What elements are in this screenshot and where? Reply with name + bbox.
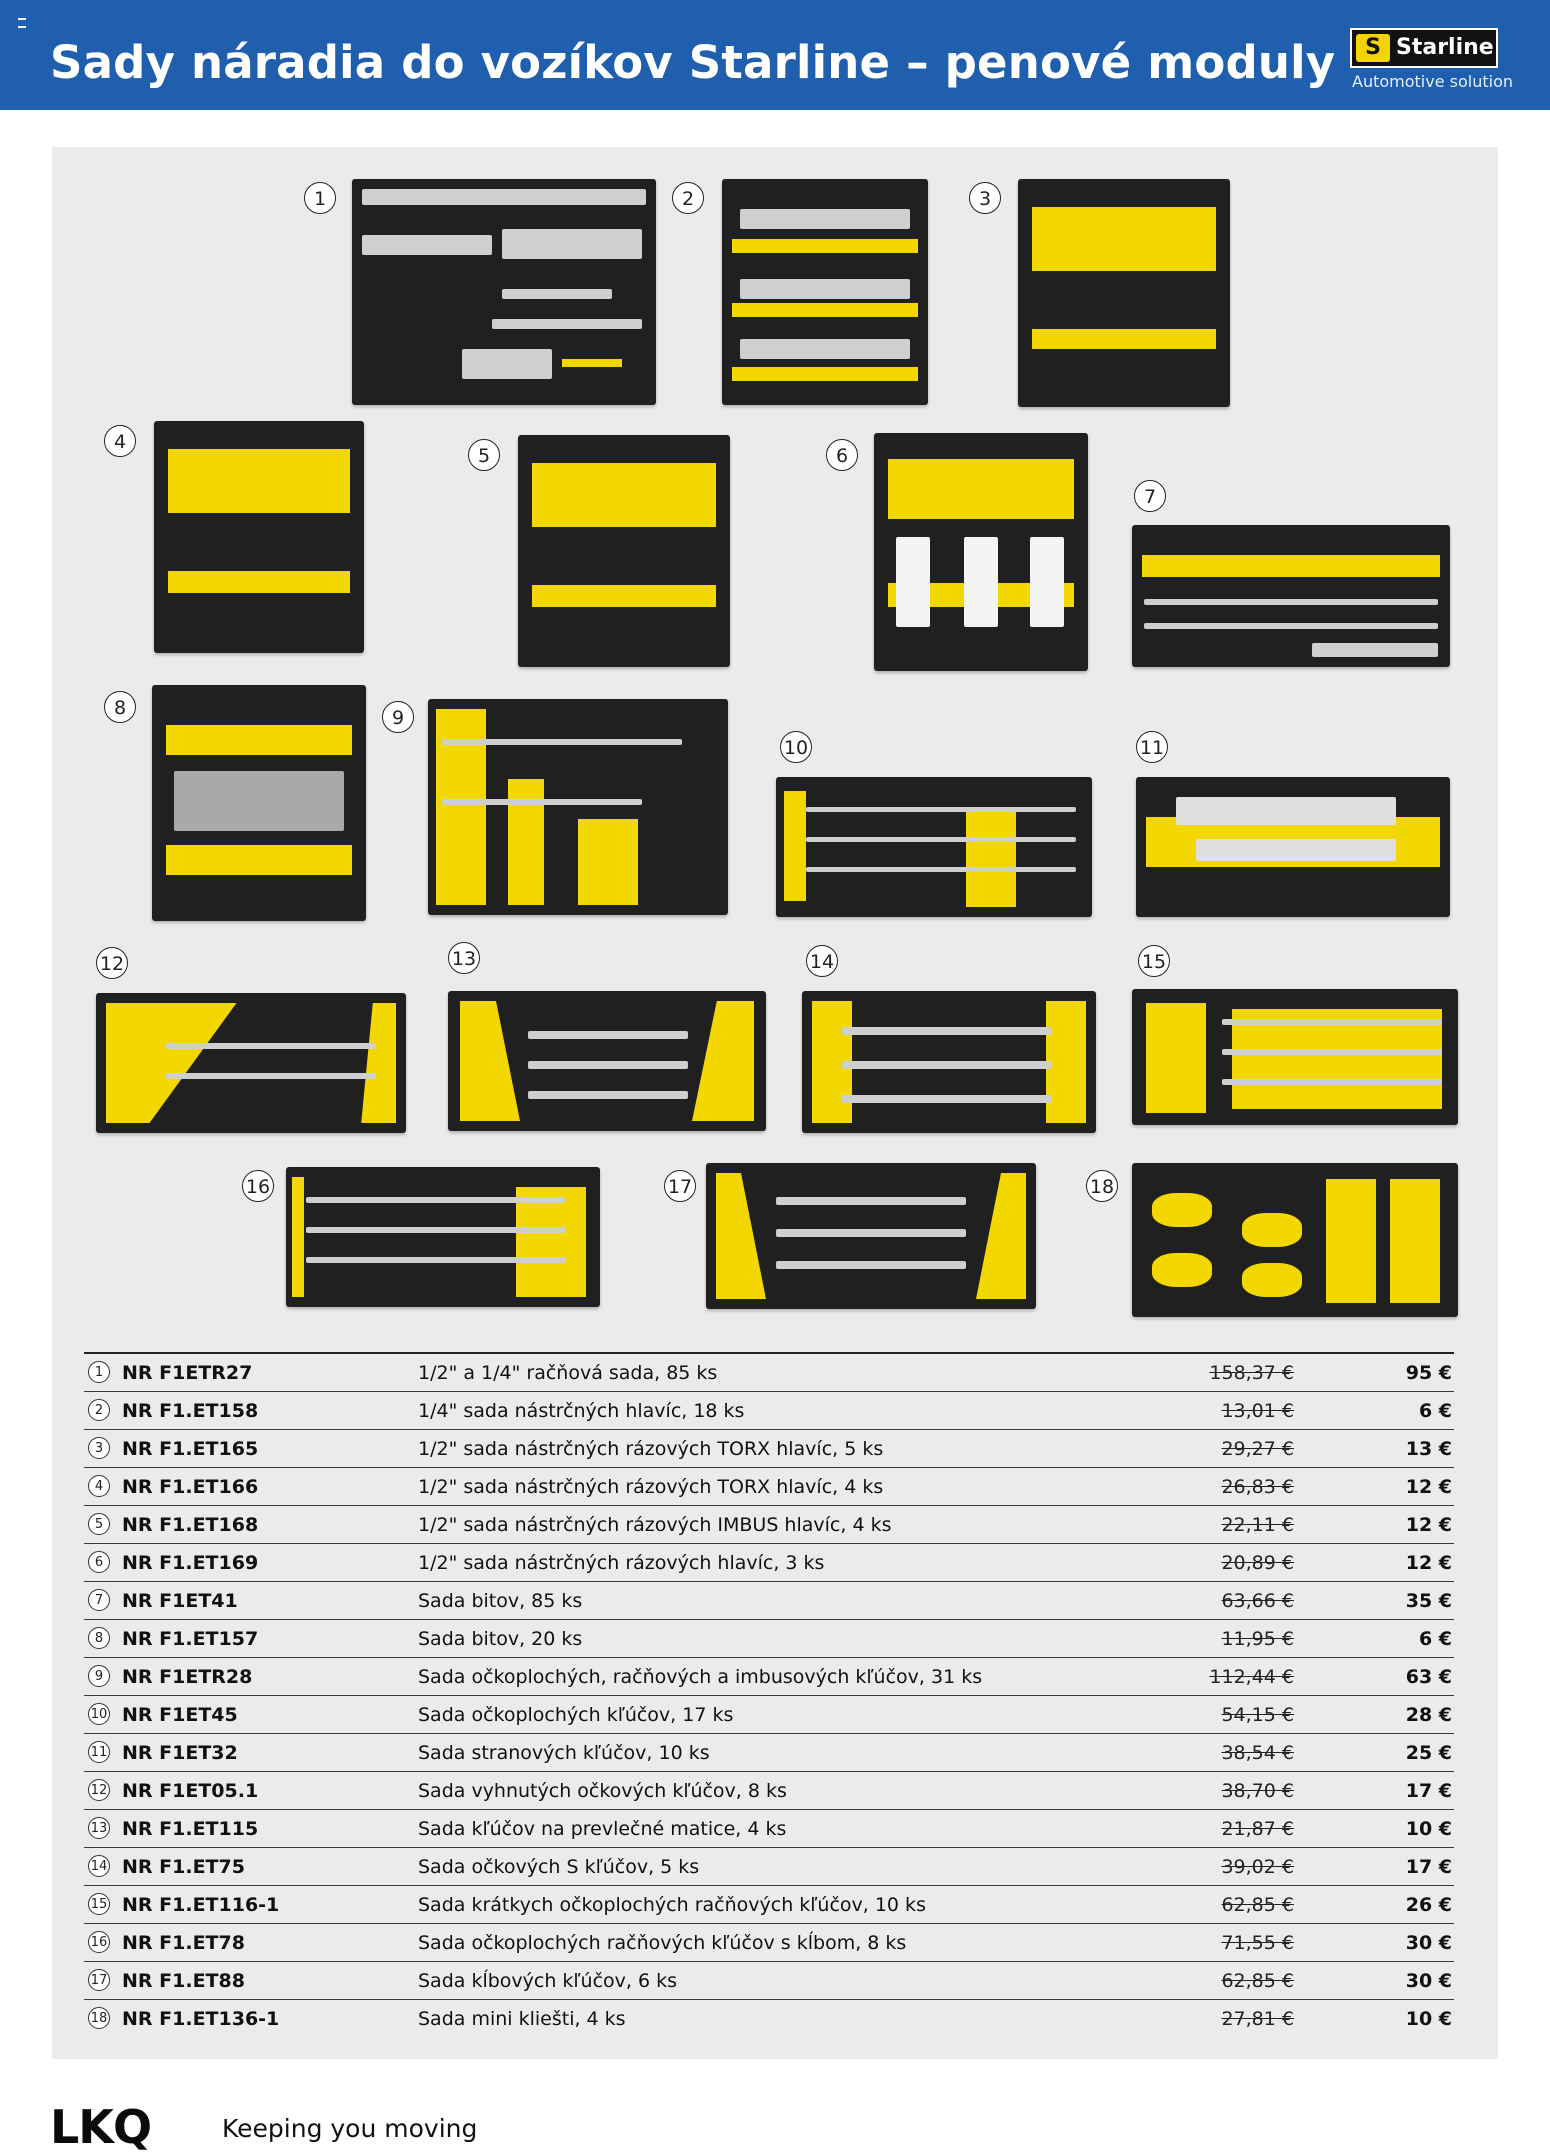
product-description: 1/2" sada nástrčných rázových TORX hlavíc, 4 ks [418, 1476, 884, 1498]
product-description: Sada kľúčov na prevlečné matice, 4 ks [418, 1818, 787, 1840]
product-description: Sada kĺbových kľúčov, 6 ks [418, 1970, 678, 1992]
sale-price: 10 € [1405, 2008, 1452, 2030]
row-number: 8 [88, 1627, 110, 1649]
row-number: 9 [88, 1665, 110, 1687]
tray-number: 12 [96, 947, 128, 979]
product-code: NR F1ET45 [122, 1704, 238, 1726]
list-item [84, 1506, 1454, 1544]
product-code: NR F1.ET165 [122, 1438, 259, 1460]
old-price: 158,37 € [1209, 1362, 1294, 1384]
product-code: NR F1.ET115 [122, 1818, 259, 1840]
list-item [84, 1962, 1454, 2000]
product-description: Sada krátkych očkoplochých račňových kľúčov, 10 ks [418, 1894, 926, 1916]
tray-image [448, 991, 766, 1131]
brand-name: Starline [1396, 35, 1494, 60]
product-description: Sada mini kliešti, 4 ks [418, 2008, 626, 2030]
brand-logo [1350, 28, 1513, 94]
sale-price: 12 € [1405, 1476, 1452, 1498]
list-item [84, 1886, 1454, 1924]
old-price: 39,02 € [1221, 1856, 1294, 1878]
row-number: 15 [88, 1893, 110, 1915]
row-number: 1 [88, 1361, 110, 1383]
list-item [84, 1352, 1454, 1392]
old-price: 11,95 € [1221, 1628, 1294, 1650]
row-number: 6 [88, 1551, 110, 1573]
sale-price: 6 € [1418, 1628, 1452, 1650]
tray-number: 8 [104, 691, 136, 723]
sale-price: 17 € [1405, 1780, 1452, 1802]
tray-number: 1 [304, 182, 336, 214]
list-item [84, 1544, 1454, 1582]
old-price: 38,54 € [1221, 1742, 1294, 1764]
sale-price: 12 € [1405, 1514, 1452, 1536]
tray-image [352, 179, 656, 405]
tray-number: 5 [468, 439, 500, 471]
product-code: NR F1.ET116-1 [122, 1894, 280, 1916]
sale-price: 30 € [1405, 1970, 1452, 1992]
tray-image [802, 991, 1096, 1133]
sale-price: 26 € [1405, 1894, 1452, 1916]
product-list [84, 1352, 1454, 2037]
product-description: Sada bitov, 20 ks [418, 1628, 583, 1650]
product-code: NR F1ET05.1 [122, 1780, 259, 1802]
old-price: 63,66 € [1221, 1590, 1294, 1612]
tray-number: 13 [448, 942, 480, 974]
product-code: NR F1ETR28 [122, 1666, 253, 1688]
product-code: NR F1.ET136-1 [122, 2008, 280, 2030]
tray-image [286, 1167, 600, 1307]
tray-image [96, 993, 406, 1133]
row-number: 16 [88, 1931, 110, 1953]
tray-image [1132, 1163, 1458, 1317]
tray-number: 17 [664, 1170, 696, 1202]
tray-number: 9 [382, 701, 414, 733]
tray-number: 14 [806, 945, 838, 977]
sale-price: 95 € [1405, 1362, 1452, 1384]
lkq-logo: LKQ [50, 2100, 152, 2154]
product-description: Sada bitov, 85 ks [418, 1590, 583, 1612]
row-number: 14 [88, 1855, 110, 1877]
sale-price: 17 € [1405, 1856, 1452, 1878]
product-code: NR F1.ET166 [122, 1476, 259, 1498]
list-item [84, 1772, 1454, 1810]
page-header [0, 0, 1550, 110]
tray-image [1018, 179, 1230, 407]
row-number: 17 [88, 1969, 110, 1991]
tray-number: 16 [242, 1170, 274, 1202]
old-price: 20,89 € [1221, 1552, 1294, 1574]
sale-price: 35 € [1405, 1590, 1452, 1612]
page-title: Sady náradia do vozíkov Starline – penové moduly [50, 36, 1336, 89]
list-item [84, 1468, 1454, 1506]
list-item [84, 1696, 1454, 1734]
row-number: 10 [88, 1703, 110, 1725]
tray-number: 3 [969, 182, 1001, 214]
old-price: 27,81 € [1221, 2008, 1294, 2030]
list-item [84, 1430, 1454, 1468]
tray-number: 4 [104, 425, 136, 457]
product-description: Sada očkoplochých kľúčov, 17 ks [418, 1704, 734, 1726]
sale-price: 28 € [1405, 1704, 1452, 1726]
product-code: NR F1.ET157 [122, 1628, 259, 1650]
sale-price: 63 € [1405, 1666, 1452, 1688]
list-item [84, 1848, 1454, 1886]
product-code: NR F1.ET168 [122, 1514, 259, 1536]
tray-number: 2 [672, 182, 704, 214]
product-code: NR F1ET32 [122, 1742, 238, 1764]
row-number: 12 [88, 1779, 110, 1801]
product-description: 1/2" sada nástrčných rázových TORX hlavíc, 5 ks [418, 1438, 884, 1460]
row-number: 7 [88, 1589, 110, 1611]
list-item [84, 1734, 1454, 1772]
menu-icon[interactable] [18, 18, 26, 28]
sale-price: 13 € [1405, 1438, 1452, 1460]
old-price: 22,11 € [1221, 1514, 1294, 1536]
sale-price: 12 € [1405, 1552, 1452, 1574]
tray-image [428, 699, 728, 915]
old-price: 62,85 € [1221, 1894, 1294, 1916]
tray-number: 10 [780, 731, 812, 763]
product-description: Sada očkových S kľúčov, 5 ks [418, 1856, 700, 1878]
tray-number: 7 [1134, 480, 1166, 512]
list-item [84, 1658, 1454, 1696]
list-item [84, 1620, 1454, 1658]
row-number: 3 [88, 1437, 110, 1459]
sale-price: 6 € [1418, 1400, 1452, 1422]
sale-price: 30 € [1405, 1932, 1452, 1954]
row-number: 5 [88, 1513, 110, 1535]
row-number: 18 [88, 2007, 110, 2029]
tray-number: 6 [826, 439, 858, 471]
list-item [84, 2000, 1454, 2037]
old-price: 62,85 € [1221, 1970, 1294, 1992]
list-item [84, 1582, 1454, 1620]
product-description: Sada stranových kľúčov, 10 ks [418, 1742, 710, 1764]
row-number: 13 [88, 1817, 110, 1839]
product-code: NR F1ET41 [122, 1590, 238, 1612]
product-code: NR F1.ET169 [122, 1552, 259, 1574]
product-description: Sada vyhnutých očkových kľúčov, 8 ks [418, 1780, 787, 1802]
tray-image [154, 421, 364, 653]
row-number: 11 [88, 1741, 110, 1763]
old-price: 112,44 € [1209, 1666, 1294, 1688]
product-code: NR F1.ET88 [122, 1970, 245, 1992]
tray-image [1132, 525, 1450, 667]
product-code: NR F1.ET75 [122, 1856, 245, 1878]
row-number: 4 [88, 1475, 110, 1497]
product-description: 1/2" a 1/4" račňová sada, 85 ks [418, 1362, 718, 1384]
tray-image [874, 433, 1088, 671]
footer-tagline: Keeping you moving [222, 2114, 478, 2143]
tray-number: 18 [1086, 1170, 1118, 1202]
tray-image [1132, 989, 1458, 1125]
old-price: 29,27 € [1221, 1438, 1294, 1460]
old-price: 54,15 € [1221, 1704, 1294, 1726]
list-item [84, 1924, 1454, 1962]
old-price: 21,87 € [1221, 1818, 1294, 1840]
product-description: 1/4" sada nástrčných hlavíc, 18 ks [418, 1400, 745, 1422]
brand-logo-box [1350, 28, 1498, 68]
old-price: 71,55 € [1221, 1932, 1294, 1954]
tray-image [152, 685, 366, 921]
tray-number: 11 [1136, 731, 1168, 763]
product-description: Sada očkoplochých, račňových a imbusových kľúčov, 31 ks [418, 1666, 983, 1688]
old-price: 26,83 € [1221, 1476, 1294, 1498]
old-price: 38,70 € [1221, 1780, 1294, 1802]
tray-image [776, 777, 1092, 917]
tray-image [706, 1163, 1036, 1309]
product-description: 1/2" sada nástrčných rázových hlavíc, 3 ks [418, 1552, 825, 1574]
product-description: Sada očkoplochých račňových kľúčov s kĺbom, 8 ks [418, 1932, 907, 1954]
sale-price: 25 € [1405, 1742, 1452, 1764]
list-item [84, 1810, 1454, 1848]
list-item [84, 1392, 1454, 1430]
brand-s-mark: S [1356, 34, 1390, 62]
product-code: NR F1ETR27 [122, 1362, 253, 1384]
sale-price: 10 € [1405, 1818, 1452, 1840]
tray-number: 15 [1138, 945, 1170, 977]
product-description: 1/2" sada nástrčných rázových IMBUS hlavíc, 4 ks [418, 1514, 892, 1536]
row-number: 2 [88, 1399, 110, 1421]
old-price: 13,01 € [1221, 1400, 1294, 1422]
product-code: NR F1.ET158 [122, 1400, 259, 1422]
tray-image [722, 179, 928, 405]
tray-image [518, 435, 730, 667]
brand-tagline: Automotive solution [1352, 72, 1513, 91]
product-code: NR F1.ET78 [122, 1932, 245, 1954]
tray-image [1136, 777, 1450, 917]
